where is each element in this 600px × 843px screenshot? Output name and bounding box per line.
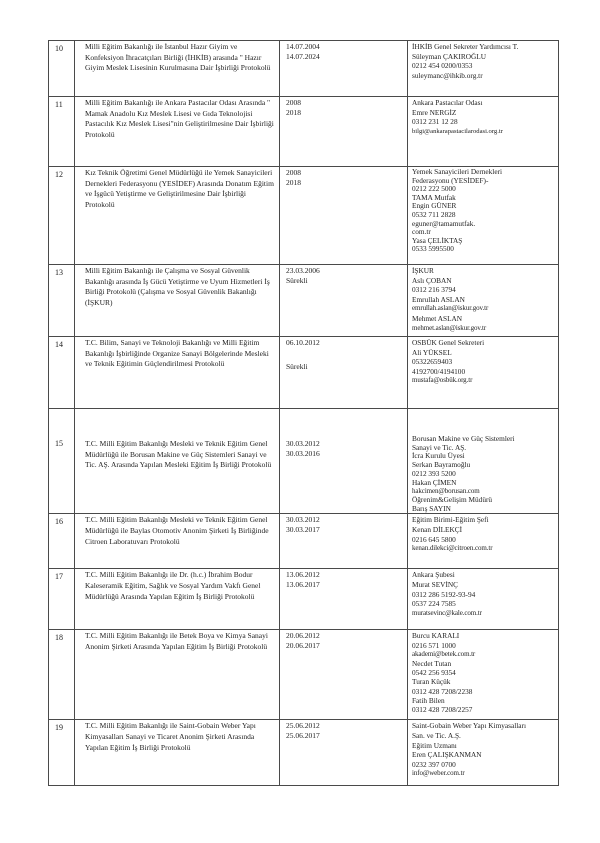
contact-line: Emre NERGİZ [412, 107, 457, 117]
start-date: 23.03.2006 [286, 266, 320, 275]
contact-line: 0542 256 9354 [412, 668, 456, 678]
contact-info [408, 41, 559, 97]
contact-email: emrullah.aslan@iskur.gov.tr [412, 304, 489, 313]
contact-email: mehmet.aslan@iskur.gov.tr [412, 323, 487, 332]
end-date: 2018 [286, 107, 301, 117]
row-number: 14 [49, 337, 75, 409]
contact-line: OSBÜK Genel Sekreteri [412, 338, 485, 347]
end-date: Sürekli [286, 275, 308, 285]
protocol-name: Milli Eğitim Bakanlığı ile Ankara Pastacılar Odası Arasında " Mamak Anadolu Kız Meslek Lisesi ve Gıda Teknolojisi Pastacılık Kız Meslek Lisesi"nin Geliştirilmesine Dair İşbirliği Protokolü [75, 97, 280, 167]
contact-line: Eğitim Birimi-Eğitim Şefi [412, 515, 489, 525]
table-row [49, 569, 559, 630]
contact-line: Sanayi ve Tic. AŞ. [412, 442, 467, 452]
contact-line: Öğrenim&Gelişim Müdürü [412, 494, 493, 504]
start-date: 30.03.2012 [286, 439, 320, 448]
row-number: 13 [49, 265, 75, 337]
contact-email: hakcimen@borusan.com [412, 487, 480, 496]
protocol-dates [280, 720, 408, 786]
contact-line: 0533 5995500 [412, 244, 454, 254]
table-row [49, 720, 559, 786]
contact-email: suleymanc@ihkib.org.tr [412, 70, 483, 80]
contact-line: Süleyman ÇAKIROĞLU [412, 51, 486, 61]
contact-line: İcra Kurulu Üyesi [412, 451, 465, 461]
contact-line: 0216 571 1000 [412, 640, 456, 650]
protocol-dates [280, 265, 408, 337]
protocol-name: T.C. Milli Eğitim Bakanlığı ile Dr. (h.c.) İbrahim Bodur Kaleseramik Eğitim, Sağlık ve Sosyal Yardım Vakfı Genel Müdürlüğü Arasında Yapılan Eğitim İş Birliği Protokolü [75, 569, 280, 630]
contact-info [408, 337, 559, 409]
table-row [49, 337, 559, 409]
contact-line: 05322659403 [412, 357, 453, 367]
start-date: 30.03.2012 [286, 515, 320, 525]
contact-line: Murat SEVİNÇ [412, 579, 459, 589]
contact-line: Federasyonu (YESİDEF)- [412, 175, 489, 185]
contact-line: TAMA Mutfak [412, 192, 456, 202]
contact-email: muratsevinc@kale.com.tr [412, 608, 482, 617]
contact-info [408, 409, 559, 514]
contact-info [408, 569, 559, 630]
contact-line: 4192700/4194100 [412, 366, 466, 376]
contact-line: Ali YÜKSEL [412, 347, 452, 357]
contact-line: Ankara Pastacılar Odası [412, 98, 483, 107]
contact-email: com.tr [412, 227, 431, 237]
contact-line: Kenan DİLEKÇİ [412, 524, 463, 534]
spacer [286, 348, 404, 362]
contact-line: Necdet Tutan [412, 658, 452, 668]
end-date: 20.06.2017 [286, 640, 320, 650]
end-date: 30.03.2016 [286, 448, 320, 458]
contact-info [408, 167, 559, 265]
contact-email: eguner@tamamutfak. [412, 218, 476, 228]
contact-line: Burcu KARALI [412, 631, 460, 641]
protocol-name: Milli Eğitim Bakanlığı ile Çalışma ve Sosyal Güvenlik Bakanlığı arasında İş Gücü Yetiştirme ve Uyum Hizmetleri İş Birliği Protokolü (Çalışma ve Sosyal Güvenlik Bakanlığı (İŞKUR) [75, 265, 280, 337]
protocol-name: Kız Teknik Öğretimi Genel Müdürlüğü ile Yemek Sanayicileri Dernekleri Federasyonu (YESİDEF) Arasında Donatım Eğitim ve İşgücü Yetiştirme ve Geliştirilmesine Dair İşbirliği Protokolü [75, 167, 280, 265]
end-date: 14.07.2024 [286, 51, 320, 61]
row-number: 17 [49, 569, 75, 630]
contact-line: 0212 454 0200/0353 [412, 61, 473, 71]
contact-line: Mehmet ASLAN [412, 313, 463, 323]
contact-line: 0216 645 5800 [412, 534, 456, 544]
end-date: Sürekli [286, 361, 308, 371]
table-row [49, 265, 559, 337]
contact-line: 0537 224 7585 [412, 599, 456, 609]
protocol-name: T.C. Milli Eğitim Bakanlığı Mesleki ve Teknik Eğitim Genel Müdürlüğü ile Baylas Otomotiv Anonim Şirketi İş Birliğinde Citroen Laboratuvarı Protokolü [75, 514, 280, 569]
contact-line: Borusan Makine ve Güç Sistemleri [412, 434, 515, 443]
contact-line: İHKİB Genel Sekreter Yardımcısı T. [412, 42, 519, 51]
contact-line: 0312 216 3794 [412, 285, 456, 295]
protocol-name: T.C. Milli Eğitim Bakanlığı Mesleki ve Teknik Eğitim Genel Müdürlüğü ile Borusan Makine ve Güç Sistemleri Sanayi ve Tic. AŞ. Arasında Yapılan Mesleki Eğitim İş Birliği Protokolü [75, 409, 280, 514]
contact-line: Aslı ÇOBAN [412, 275, 452, 285]
contact-line: Eren ÇALIŞKANMAN [412, 750, 482, 760]
contact-line: Hakan ÇİMEN [412, 477, 457, 487]
contact-line: Barış SAYIN [412, 503, 451, 513]
contact-line: Ankara Şubesi [412, 570, 455, 580]
start-date: 2008 [286, 168, 301, 177]
protocol-dates [280, 41, 408, 97]
contact-info [408, 514, 559, 569]
contact-line: Emrullah ASLAN [412, 294, 465, 304]
contact-email: kenan.dilekci@citroen.com.tr [412, 544, 493, 553]
table-row [49, 630, 559, 720]
protocol-name: Milli Eğitim Bakanlığı ile İstanbul Hazır Giyim ve Konfeksiyon İhracatçıları Birliği (İHKİB) arasında " Hazır Giyim Meslek Lisesinin Kurulmasına Dair İşbirliği Protokolü [75, 41, 280, 97]
protocol-dates [280, 514, 408, 569]
end-date: 25.06.2017 [286, 730, 320, 740]
table-row [49, 514, 559, 569]
protocol-table [48, 40, 559, 786]
contact-line: Saint-Gobain Weber Yapı Kimyasalları [412, 721, 526, 731]
contact-line: 0212 393 5200 [412, 468, 456, 478]
contact-line: Engin GÜNER [412, 201, 457, 211]
contact-line: 0212 222 5000 [412, 184, 456, 194]
table-row [49, 41, 559, 97]
contact-line: 0312 428 7208/2238 [412, 686, 473, 696]
end-date: 30.03.2017 [286, 524, 320, 534]
protocol-name: T.C. Milli Eğitim Bakanlığı ile Betek Boya ve Kimya Sanayi Anonim Şirketi Arasında Yapılan Eğitim İş Birliği Protokolü [75, 630, 280, 720]
contact-info [408, 265, 559, 337]
contact-info [408, 630, 559, 720]
protocol-dates [280, 630, 408, 720]
row-number: 10 [49, 41, 75, 97]
contact-info [408, 97, 559, 167]
protocol-dates [280, 337, 408, 409]
contact-line: Turan Küçük [412, 677, 451, 687]
protocol-dates [280, 569, 408, 630]
start-date: 25.06.2012 [286, 721, 320, 731]
row-number: 18 [49, 630, 75, 720]
contact-line: Serkan Bayramoğlu [412, 460, 471, 470]
contact-line: Yemek Sanayicileri Dernekleri [412, 167, 503, 176]
contact-info [408, 720, 559, 786]
protocol-dates [280, 409, 408, 514]
start-date: 13.06.2012 [286, 570, 320, 580]
end-date: 13.06.2017 [286, 579, 320, 589]
protocol-dates [280, 97, 408, 167]
start-date: 2008 [286, 98, 301, 107]
contact-email: mustafa@osbük.org.tr [412, 376, 473, 385]
start-date: 20.06.2012 [286, 631, 320, 641]
contact-email: bilgi@ankarapastacilarodasi.org.tr [412, 127, 503, 135]
protocol-name: T.C. Bilim, Sanayi ve Teknoloji Bakanlığı ve Milli Eğitim Bakanlığı İşbirliğinde Organize Sanayi Bölgelerinde Mesleki ve Teknik Eğitimin Güçlendirilmesi Protokolü [75, 337, 280, 409]
contact-line: Fatih Bilen [412, 695, 445, 705]
row-number: 11 [49, 97, 75, 167]
contact-line: 0312 231 12 28 [412, 117, 458, 127]
end-date: 2018 [286, 177, 301, 187]
row-number: 16 [49, 514, 75, 569]
contact-line: 0312 286 5192-93-94 [412, 589, 476, 599]
contact-line: 0532 711 2828 [412, 209, 456, 219]
contact-line: 0312 428 7208/2257 [412, 704, 473, 714]
contact-line: Eğitim Uzmanı [412, 740, 457, 750]
protocol-name: T.C. Milli Eğitim Bakanlığı ile Saint-Gobain Weber Yapı Kimyasalları Sanayi ve Ticaret Anonim Şirketi Arasında Yapılan Eğitim İş Birliği Protokolü [75, 720, 280, 786]
row-number: 15 [49, 409, 75, 514]
contact-line: San. ve Tic. A.Ş. [412, 730, 461, 740]
table-row [49, 409, 559, 514]
contact-email: info@weber.com.tr [412, 769, 465, 778]
table-row [49, 167, 559, 265]
row-number: 12 [49, 167, 75, 265]
protocol-dates [280, 167, 408, 265]
table-row [49, 97, 559, 167]
contact-line: Yasa ÇELİKTAŞ [412, 235, 463, 245]
row-number: 19 [49, 720, 75, 786]
contact-line: 0232 397 0700 [412, 759, 456, 769]
contact-line: İŞKUR [412, 266, 434, 275]
start-date: 14.07.2004 [286, 42, 320, 51]
start-date: 06.10.2012 [286, 338, 320, 347]
contact-email: akademi@betek.com.tr [412, 649, 476, 658]
